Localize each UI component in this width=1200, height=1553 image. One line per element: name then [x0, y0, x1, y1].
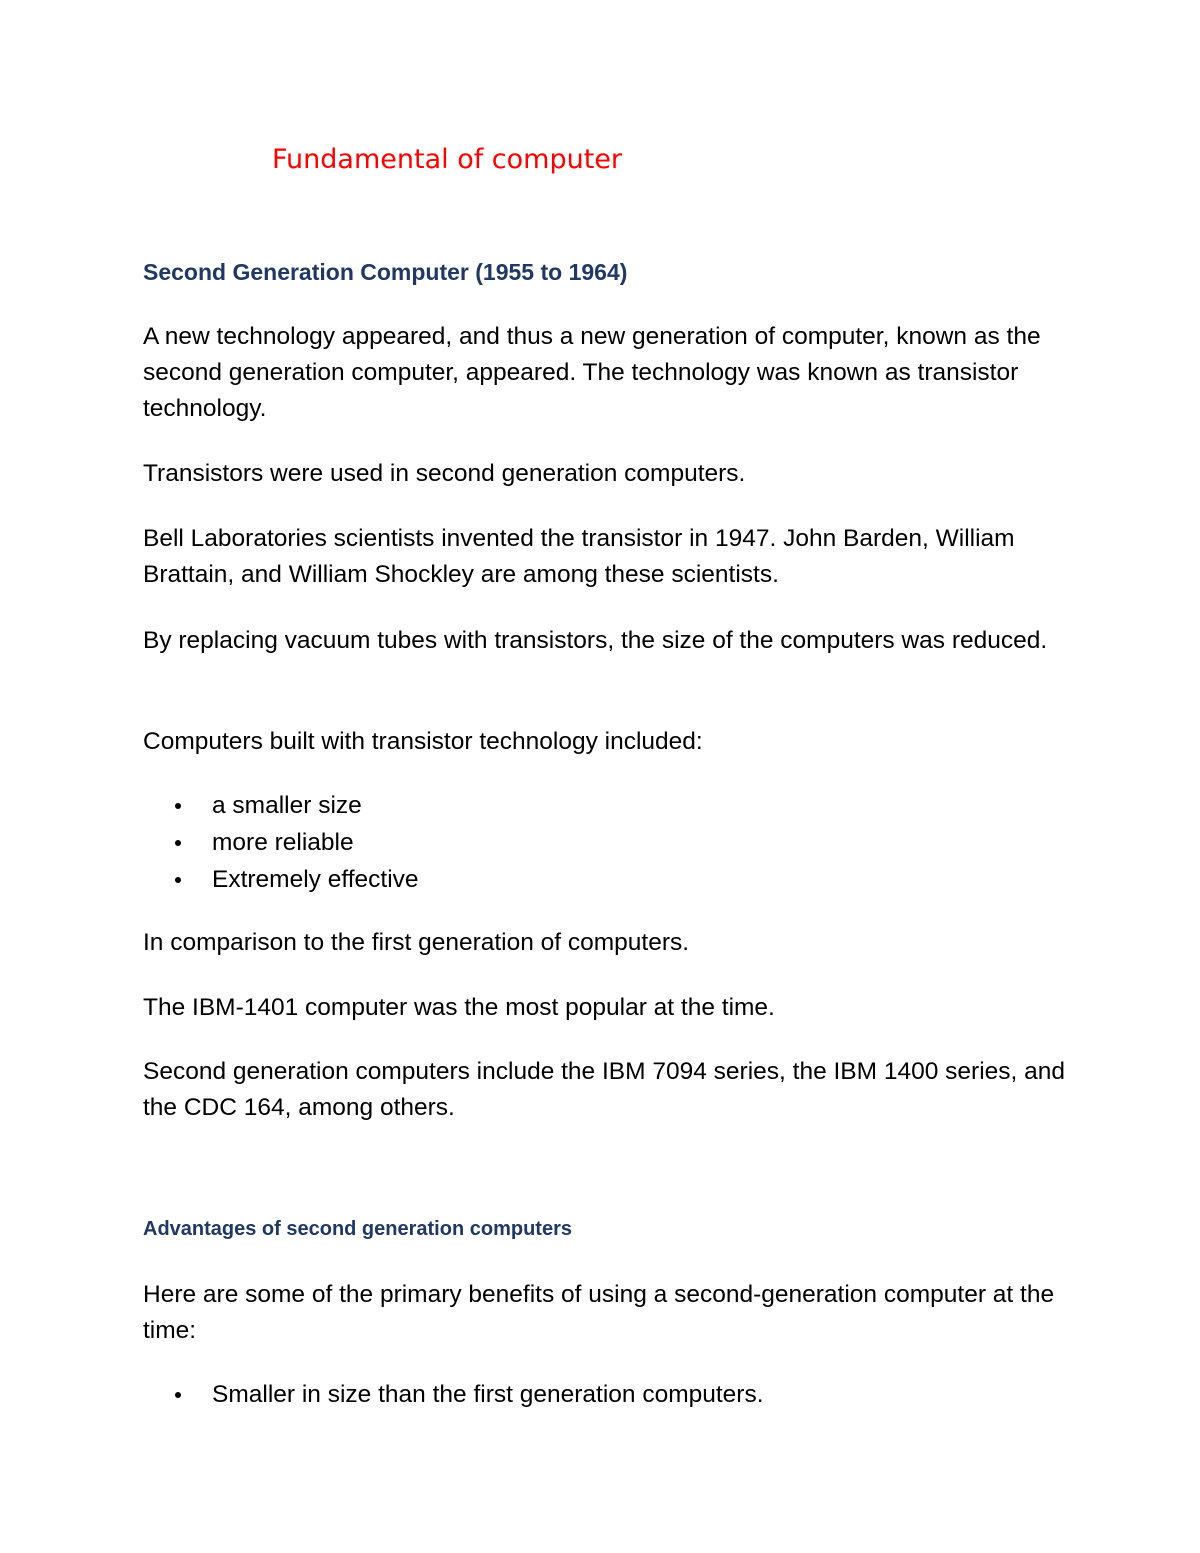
paragraph-intro: A new technology appeared, and thus a new generation of computer, known as the second generation computer, appeared. The technology was known as transistor technology.: [143, 323, 1041, 422]
list-item-text: Smaller in size than the first generation computers.: [212, 1381, 764, 1408]
list-item: [143, 787, 419, 824]
paragraph-examples: Second generation computers include the IBM 7094 series, the IBM 1400 series, and the CDC 164, among others.: [143, 1058, 1066, 1121]
advantages-list: [143, 1376, 764, 1413]
list-item-text: a smaller size: [212, 792, 362, 819]
list-item-text: Extremely effective: [212, 866, 419, 893]
paragraph-transistors: Transistors were used in second generation computers.: [143, 460, 746, 487]
list-item: [143, 861, 419, 898]
paragraph-ibm-1401: The IBM-1401 computer was the most popular at the time.: [143, 994, 775, 1021]
paragraph-advantages-intro: Here are some of the primary benefits of using a second-generation computer at the time:: [143, 1281, 1055, 1344]
bullet-icon: [175, 877, 181, 883]
paragraph-features-intro: Computers built with transistor technology included:: [143, 728, 703, 755]
bullet-icon: [175, 840, 181, 846]
features-list: [143, 787, 419, 898]
advantages-heading: Advantages of second generation computers: [143, 1218, 572, 1240]
list-item-text: more reliable: [212, 829, 354, 856]
paragraph-bell-labs: Bell Laboratories scientists invented the transistor in 1947. John Barden, William Brattain, and William Shockley are among these scientists.: [143, 525, 1015, 588]
list-item: [143, 824, 419, 861]
bullet-icon: [175, 1392, 181, 1398]
paragraph-comparison: In comparison to the first generation of computers.: [143, 929, 690, 956]
paragraph-size-reduced: By replacing vacuum tubes with transistors, the size of the computers was reduced.: [143, 627, 1048, 654]
bullet-icon: [175, 803, 181, 809]
section-heading: Second Generation Computer (1955 to 1964): [143, 259, 628, 285]
list-item: [143, 1376, 764, 1413]
document-title: Fundamental of computer: [272, 144, 623, 175]
